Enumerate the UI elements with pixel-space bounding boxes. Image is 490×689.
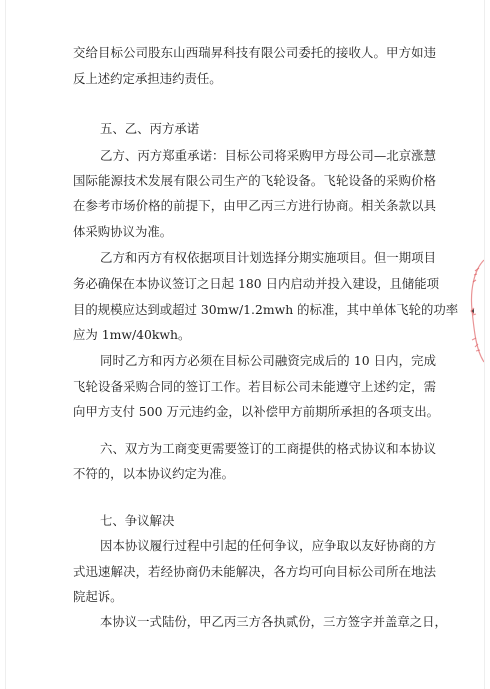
paragraph-line: 式迅速解决，若经协商仍未能解决，各方均可向目标公司所在地法 (73, 564, 436, 579)
paragraph-line: 不符的，以本协议约定为准。 (73, 466, 235, 481)
paragraph-line: 向甲方支付 500 万元违约金，以补偿甲方前期所承担的各项支出。 (73, 404, 440, 419)
section-heading: 七、争议解决 (100, 513, 175, 528)
paragraph-line: 反上述约定承担违约责任。 (73, 71, 222, 86)
paragraph-line: 目的规模应达到或超过 30mw/1.2mwh 的标准，其中单体飞轮的功率 (73, 302, 459, 317)
section-heading: 六、双方为工商变更需要签订的工商提供的格式协议和本协议 (100, 441, 436, 456)
paragraph-line: 乙方和丙方有权依据项目计划选择分期实施项目。但一期项目 (100, 250, 436, 265)
paragraph-line: 飞轮设备采购合同的签订工作。若目标公司未能遵守上述约定，需 (73, 379, 436, 394)
seal-stamp-fragment (462, 250, 484, 370)
paragraph-line: 务必确保在本协议签订之日起 180 日内启动并投入建设，且储能项 (73, 276, 440, 291)
paragraph-line: 乙方、丙方郑重承诺：目标公司将采购甲方母公司—北京涨慧 (100, 148, 436, 163)
paragraph-line: 国际能源技术发展有限公司生产的飞轮设备。飞轮设备的采购价格 (73, 173, 436, 188)
paragraph-line: 交给目标公司股东山西瑞昇科技有限公司委托的接收人。甲方如违 (73, 45, 436, 60)
paragraph-line: 在参考市场价格的前提下，由甲乙丙三方进行协商。相关条款以具 (73, 198, 436, 213)
document-page (6, 0, 484, 689)
paragraph-line: 同时乙方和丙方必须在目标公司融资完成后的 10 日内，完成 (100, 353, 436, 368)
section-heading: 五、乙、丙方承诺 (100, 121, 200, 136)
paragraph-line: 体采购协议为准。 (73, 224, 173, 239)
paragraph-line: 本协议一式陆份，甲乙丙三方各执贰份，三方签字并盖章之日， (100, 614, 447, 629)
paragraph-line: 应为 1mw/40kwh。 (73, 327, 191, 342)
paragraph-line: 院起诉。 (73, 589, 123, 604)
paragraph-line: 因本协议履行过程中引起的任何争议，应争取以友好协商的方 (100, 538, 436, 553)
